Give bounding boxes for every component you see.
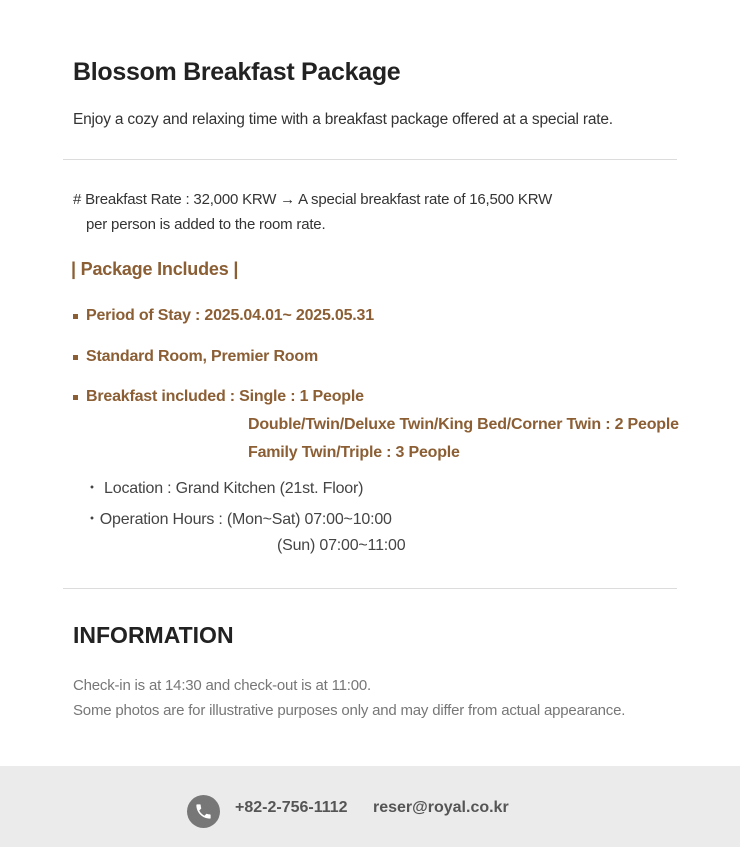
divider-bottom [63,588,677,589]
package-includes-heading: | Package Includes | [71,259,239,279]
operation-hours-sunday: (Sun) 07:00~11:00 [277,537,406,554]
breakfast-double-twin: Double/Twin/Deluxe Twin/King Bed/Corner Twin : 2 People [248,416,679,433]
bullet-square-icon [73,395,78,400]
breakfast-included: Breakfast included : Single : 1 People [86,388,364,405]
checkin-note: Check-in is at 14:30 and check-out is at 11:00. [73,677,371,694]
information-title: INFORMATION [73,622,234,648]
bullet-square-icon [73,355,78,360]
location: ・ Location : Grand Kitchen (21st. Floor) [84,480,364,497]
email-address[interactable]: reser@royal.co.kr [373,799,509,816]
breakfast-rate-line2: per person is added to the room rate. [86,216,326,233]
room-types: Standard Room, Premier Room [86,348,318,365]
page-title: Blossom Breakfast Package [73,58,401,86]
footer [0,766,740,847]
period-of-stay: Period of Stay : 2025.04.01~ 2025.05.31 [86,307,374,324]
breakfast-rate-line1: # Breakfast Rate : 32,000 KRW → A special breakfast rate of 16,500 KRW [73,191,553,208]
operation-hours-weekday: ・Operation Hours : (Mon~Sat) 07:00~10:00 [84,511,392,528]
photo-disclaimer: Some photos are for illustrative purposes only and may differ from actual appearance. [73,702,626,719]
breakfast-rate [73,187,552,237]
page-subtitle: Enjoy a cozy and relaxing time with a breakfast package offered at a special rate. [73,111,613,128]
breakfast-family: Family Twin/Triple : 3 People [248,444,460,461]
divider-top [63,159,677,160]
phone-icon [187,795,220,828]
bullet-square-icon [73,314,78,319]
phone-number[interactable]: +82-2-756-1112 [235,799,348,816]
